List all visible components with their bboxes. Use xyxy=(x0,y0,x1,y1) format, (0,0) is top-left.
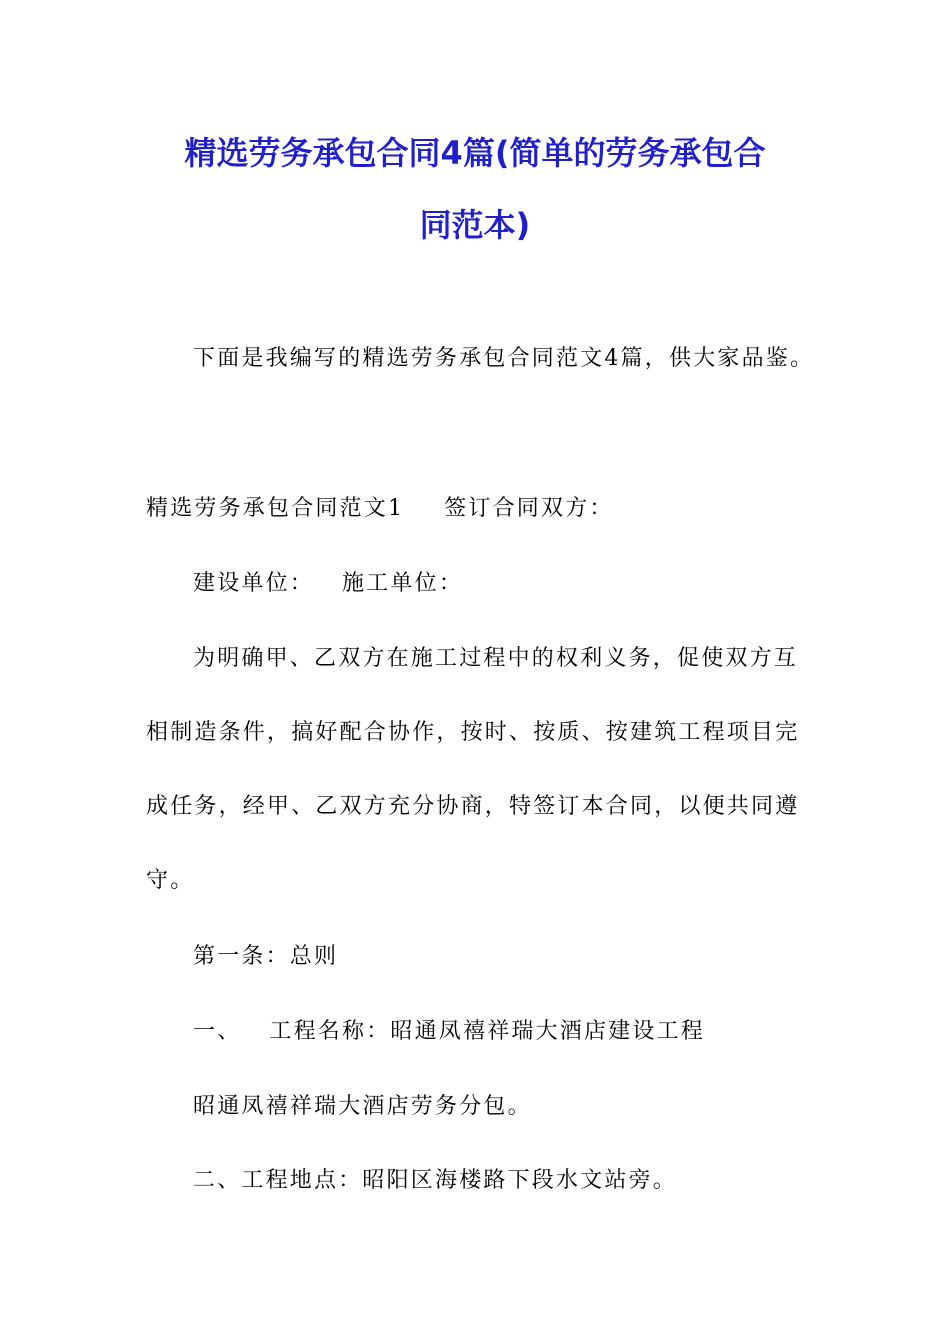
contractor-label: 施工单位： xyxy=(342,571,464,596)
builder-label: 建设单位： xyxy=(193,571,315,596)
item-1-text: 工程名称：昭通凤禧祥瑞大酒店建设工程 xyxy=(269,1019,706,1044)
purpose-paragraph-line-1: 为明确甲、乙双方在施工过程中的权利义务，促使双方互 xyxy=(193,646,799,671)
intro-paragraph: 下面是我编写的精选劳务承包合同范文4篇，供大家品鉴。 xyxy=(193,346,815,371)
section-1-heading: 精选劳务承包合同范文1 xyxy=(146,496,405,521)
item-1-line xyxy=(193,1017,705,1047)
purpose-paragraph-line-3: 成任务，经甲、乙双方充分协商，特签订本合同，以便共同遵 xyxy=(146,794,800,819)
document-title-line-2: 同范本) xyxy=(419,206,531,244)
item-1-marker: 一、 xyxy=(193,1019,242,1044)
parties-line xyxy=(193,569,463,599)
contract-parties-label: 签订合同双方： xyxy=(444,496,614,521)
document-title-line-1: 精选劳务承包合同4篇(简单的劳务承包合 xyxy=(184,134,766,172)
article-1-heading: 第一条：总则 xyxy=(193,944,339,969)
item-2-line: 二、工程地点：昭阳区海楼路下段水文站旁。 xyxy=(193,1168,678,1193)
purpose-paragraph-line-2: 相制造条件，搞好配合协作，按时、按质、按建筑工程项目完 xyxy=(146,720,800,745)
item-1-detail: 昭通凤禧祥瑞大酒店劳务分包。 xyxy=(193,1094,532,1119)
section-1-heading-line xyxy=(146,494,614,524)
purpose-paragraph-line-4: 守。 xyxy=(146,868,195,893)
